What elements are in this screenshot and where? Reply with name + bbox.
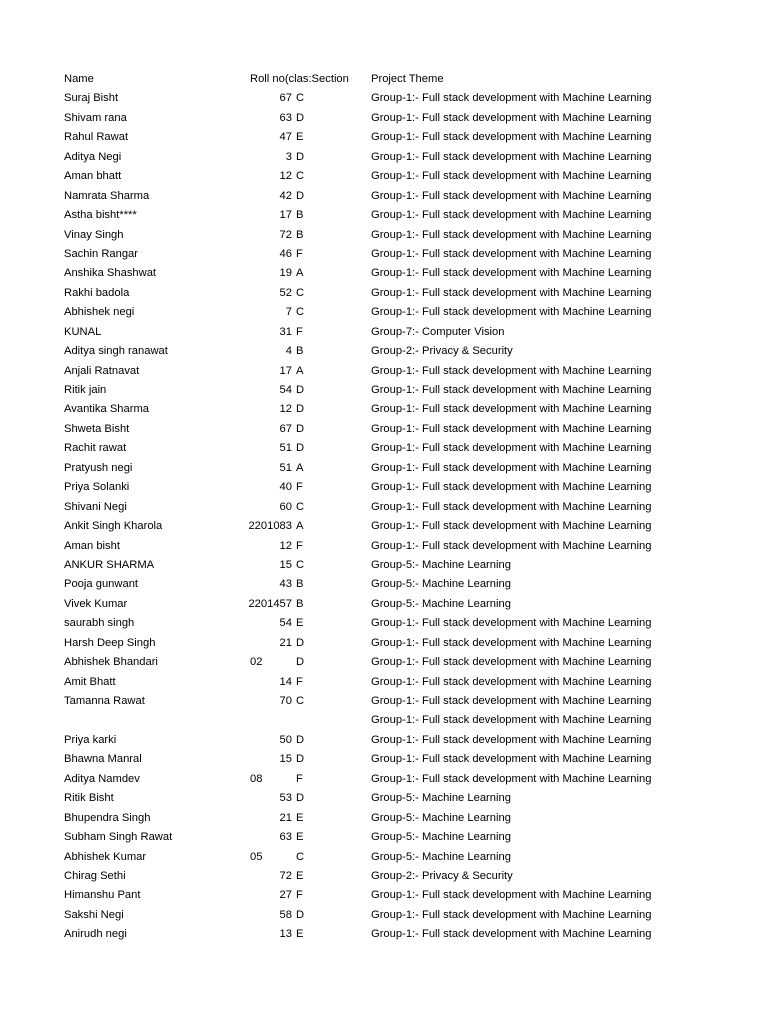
cell-project-theme: Group-1:- Full stack development with Machine Learning xyxy=(371,636,652,649)
table-row xyxy=(0,517,768,536)
cell-section: F xyxy=(296,325,303,338)
cell-project-theme: Group-1:- Full stack development with Machine Learning xyxy=(371,170,652,183)
cell-roll-no: 31 xyxy=(279,325,292,338)
table-row xyxy=(0,809,768,828)
cell-name: Priya Solanki xyxy=(64,481,130,494)
cell-name: Avantika Sharma xyxy=(64,403,149,416)
cell-roll-no: 12 xyxy=(279,170,292,183)
table-row xyxy=(0,459,768,478)
cell-project-theme: Group-1:- Full stack development with Machine Learning xyxy=(371,442,652,455)
table-body xyxy=(0,89,768,944)
cell-name: Anirudh negi xyxy=(64,928,127,941)
cell-section: E xyxy=(296,811,304,824)
cell-roll-no: 15 xyxy=(279,558,292,571)
cell-name: Amit Bhatt xyxy=(64,675,116,688)
cell-section: C xyxy=(296,286,305,299)
table-row xyxy=(0,711,768,730)
cell-project-theme: Group-5:- Machine Learning xyxy=(371,831,511,844)
cell-project-theme: Group-1:- Full stack development with Machine Learning xyxy=(371,267,652,280)
table-row xyxy=(0,867,768,886)
cell-name: Ankit Singh Kharola xyxy=(64,520,163,533)
cell-project-theme: Group-1:- Full stack development with Machine Learning xyxy=(371,500,652,513)
cell-section: F xyxy=(296,772,303,785)
cell-section: C xyxy=(296,170,305,183)
cell-roll-no: 42 xyxy=(279,189,292,202)
table-row xyxy=(0,167,768,186)
cell-section: E xyxy=(296,869,304,882)
table-row xyxy=(0,323,768,342)
cell-roll-no: 63 xyxy=(279,111,292,124)
cell-name: Abhishek Bhandari xyxy=(64,656,158,669)
table-row xyxy=(0,653,768,672)
table-row xyxy=(0,498,768,517)
cell-name: ANKUR SHARMA xyxy=(64,558,155,571)
cell-project-theme: Group-5:- Machine Learning xyxy=(371,811,511,824)
cell-roll-no: 72 xyxy=(279,228,292,241)
table-row xyxy=(0,400,768,419)
cell-section: A xyxy=(296,364,304,377)
cell-project-theme: Group-5:- Machine Learning xyxy=(371,558,511,571)
cell-name: Aditya singh ranawat xyxy=(64,345,168,358)
cell-name: Pooja gunwant xyxy=(64,578,139,591)
cell-section: E xyxy=(296,831,304,844)
cell-roll-no: 52 xyxy=(279,286,292,299)
cell-project-theme: Group-1:- Full stack development with Machine Learning xyxy=(371,228,652,241)
cell-project-theme: Group-2:- Privacy & Security xyxy=(371,345,513,358)
cell-project-theme: Group-1:- Full stack development with Machine Learning xyxy=(371,306,652,319)
cell-project-theme: Group-1:- Full stack development with Machine Learning xyxy=(371,189,652,202)
cell-roll-no: 17 xyxy=(279,364,292,377)
cell-section: D xyxy=(296,908,305,921)
table-row xyxy=(0,245,768,264)
cell-name: Abhishek negi xyxy=(64,306,135,319)
cell-name: Rachit rawat xyxy=(64,442,127,455)
cell-project-theme: Group-1:- Full stack development with Machine Learning xyxy=(371,209,652,222)
cell-section: F xyxy=(296,675,303,688)
cell-section: D xyxy=(296,403,305,416)
cell-name: Rahul Rawat xyxy=(64,131,129,144)
cell-name: Himanshu Pant xyxy=(64,889,141,902)
cell-section: D xyxy=(296,422,305,435)
cell-roll-no: 51 xyxy=(279,461,292,474)
cell-name: Aman bhatt xyxy=(64,170,122,183)
table-row xyxy=(0,381,768,400)
cell-name: Ritik Bisht xyxy=(64,792,114,805)
cell-section: D xyxy=(296,636,305,649)
cell-roll-no: 40 xyxy=(279,481,292,494)
cell-name: Sakshi Negi xyxy=(64,908,124,921)
cell-project-theme: Group-5:- Machine Learning xyxy=(371,597,511,610)
table-row xyxy=(0,886,768,905)
cell-roll-no: 12 xyxy=(279,403,292,416)
cell-project-theme: Group-1:- Full stack development with Machine Learning xyxy=(371,675,652,688)
cell-name: Rakhi badola xyxy=(64,286,130,299)
cell-roll-no: 3 xyxy=(285,150,292,163)
cell-roll-no: 50 xyxy=(279,733,292,746)
cell-section: D xyxy=(296,111,305,124)
cell-name: Chirag Sethi xyxy=(64,869,126,882)
cell-roll-no: 43 xyxy=(279,578,292,591)
table-row xyxy=(0,925,768,944)
table-row xyxy=(0,731,768,750)
table-row xyxy=(0,362,768,381)
cell-section: D xyxy=(296,150,305,163)
cell-roll-no: 12 xyxy=(279,539,292,552)
spreadsheet-table xyxy=(0,70,768,945)
table-row xyxy=(0,420,768,439)
cell-section: D xyxy=(296,753,305,766)
cell-roll-no: 21 xyxy=(279,811,292,824)
cell-roll-no: 70 xyxy=(279,695,292,707)
cell-name: Ritik jain xyxy=(64,384,107,396)
cell-project-theme: Group-1:- Full stack development with Machine Learning xyxy=(371,733,652,746)
cell-roll-no: 21 xyxy=(279,636,292,649)
cell-roll-no: 47 xyxy=(279,131,292,144)
cell-section: C xyxy=(296,92,305,105)
table-row xyxy=(0,575,768,594)
cell-section: D xyxy=(296,656,305,669)
cell-name: Astha bisht**** xyxy=(64,209,137,222)
cell-section: D xyxy=(296,442,305,455)
cell-section: D xyxy=(296,384,305,396)
cell-roll-no: 17 xyxy=(279,209,292,222)
cell-section: B xyxy=(296,345,304,358)
cell-section: D xyxy=(296,189,305,202)
cell-project-theme: Group-1:- Full stack development with Machine Learning xyxy=(371,928,652,941)
table-row xyxy=(0,556,768,575)
cell-name: Priya karki xyxy=(64,733,117,746)
table-row xyxy=(0,614,768,633)
cell-section: C xyxy=(296,558,305,571)
cell-name: Aman bisht xyxy=(64,539,120,552)
table-row xyxy=(0,692,768,711)
cell-name: Pratyush negi xyxy=(64,461,133,474)
cell-name: Tamanna Rawat xyxy=(64,695,145,707)
cell-project-theme: Group-7:- Computer Vision xyxy=(371,325,505,338)
table-row xyxy=(0,478,768,497)
cell-project-theme: Group-1:- Full stack development with Machine Learning xyxy=(371,150,652,163)
table-row xyxy=(0,906,768,925)
cell-project-theme: Group-1:- Full stack development with Machine Learning xyxy=(371,772,652,785)
table-row xyxy=(0,264,768,283)
table-row xyxy=(0,206,768,225)
cell-project-theme: Group-5:- Machine Learning xyxy=(371,792,511,805)
table-row xyxy=(0,770,768,789)
cell-name: Aditya Negi xyxy=(64,150,122,163)
cell-roll-no: 67 xyxy=(279,422,292,435)
table-row xyxy=(0,226,768,245)
cell-roll-no: 2201457 xyxy=(248,597,292,610)
cell-section: B xyxy=(296,597,304,610)
cell-roll-no: 46 xyxy=(279,247,292,260)
cell-roll-no: 51 xyxy=(279,442,292,455)
cell-roll-no: 14 xyxy=(279,675,292,688)
table-row xyxy=(0,634,768,653)
table-row xyxy=(0,109,768,128)
cell-section: E xyxy=(296,131,304,144)
table-row xyxy=(0,750,768,769)
cell-roll-no: 02 xyxy=(250,656,263,669)
cell-name: Aditya Namdev xyxy=(64,772,140,785)
cell-roll-no: 05 xyxy=(250,850,263,863)
cell-project-theme: Group-1:- Full stack development with Machine Learning xyxy=(371,714,652,727)
cell-section: A xyxy=(296,461,304,474)
cell-name: Abhishek Kumar xyxy=(64,850,147,863)
table-row xyxy=(0,148,768,167)
cell-project-theme: Group-1:- Full stack development with Machine Learning xyxy=(371,422,652,435)
cell-name: Shweta Bisht xyxy=(64,422,130,435)
cell-project-theme: Group-1:- Full stack development with Machine Learning xyxy=(371,908,652,921)
cell-project-theme: Group-1:- Full stack development with Machine Learning xyxy=(371,617,652,630)
cell-section: D xyxy=(296,733,305,746)
cell-roll-no: 7 xyxy=(285,306,292,319)
cell-name: Shivani Negi xyxy=(64,500,127,513)
cell-roll-no: 53 xyxy=(279,792,292,805)
cell-name: Harsh Deep Singh xyxy=(64,636,156,649)
cell-project-theme: Group-1:- Full stack development with Machine Learning xyxy=(371,481,652,494)
cell-section: C xyxy=(296,695,305,707)
cell-roll-no: 54 xyxy=(279,384,292,396)
table-row xyxy=(0,828,768,847)
cell-roll-no: 60 xyxy=(279,500,292,513)
table-row xyxy=(0,595,768,614)
cell-section: F xyxy=(296,481,303,494)
cell-section: F xyxy=(296,889,303,902)
cell-project-theme: Group-1:- Full stack development with Machine Learning xyxy=(371,695,652,707)
table-row xyxy=(0,187,768,206)
cell-section: A xyxy=(296,267,304,280)
table-row xyxy=(0,89,768,108)
cell-project-theme: Group-1:- Full stack development with Machine Learning xyxy=(371,247,652,260)
cell-name: Vivek Kumar xyxy=(64,597,128,610)
cell-project-theme: Group-1:- Full stack development with Machine Learning xyxy=(371,384,652,396)
cell-section: C xyxy=(296,500,305,513)
cell-roll-no: 13 xyxy=(279,928,292,941)
cell-section: E xyxy=(296,617,304,630)
cell-project-theme: Group-1:- Full stack development with Machine Learning xyxy=(371,403,652,416)
cell-name: Sachin Rangar xyxy=(64,247,139,260)
cell-section: F xyxy=(296,539,303,552)
cell-section: A xyxy=(296,520,304,533)
table-row xyxy=(0,848,768,867)
cell-roll-no: 72 xyxy=(279,869,292,882)
cell-section: C xyxy=(296,850,305,863)
table-row xyxy=(0,673,768,692)
cell-name: KUNAL xyxy=(64,325,102,338)
cell-project-theme: Group-1:- Full stack development with Machine Learning xyxy=(371,461,652,474)
cell-section: B xyxy=(296,578,304,591)
table-row xyxy=(0,303,768,322)
cell-project-theme: Group-1:- Full stack development with Machine Learning xyxy=(371,753,652,766)
cell-name: Shivam rana xyxy=(64,111,127,124)
table-row xyxy=(0,789,768,808)
cell-roll-no: 15 xyxy=(279,753,292,766)
table-row xyxy=(0,128,768,147)
cell-project-theme: Group-5:- Machine Learning xyxy=(371,578,511,591)
cell-name: Subham Singh Rawat xyxy=(64,831,173,844)
cell-name: saurabh singh xyxy=(64,617,135,630)
cell-name: Anshika Shashwat xyxy=(64,267,157,280)
table-row xyxy=(0,439,768,458)
cell-name: Anjali Ratnavat xyxy=(64,364,140,377)
cell-project-theme: Group-1:- Full stack development with Machine Learning xyxy=(371,539,652,552)
table-row xyxy=(0,537,768,556)
cell-section: C xyxy=(296,306,305,319)
cell-project-theme: Group-1:- Full stack development with Machine Learning xyxy=(371,111,652,124)
table-row xyxy=(0,342,768,361)
cell-roll-no: 63 xyxy=(279,831,292,844)
cell-name: Bhawna Manral xyxy=(64,753,142,766)
header-row xyxy=(0,70,768,89)
cell-roll-no: 08 xyxy=(250,772,263,785)
cell-project-theme: Group-1:- Full stack development with Machine Learning xyxy=(371,131,652,144)
cell-roll-no: 67 xyxy=(279,92,292,105)
cell-project-theme: Group-1:- Full stack development with Machine Learning xyxy=(371,92,652,105)
cell-section: F xyxy=(296,247,303,260)
cell-roll-no: 58 xyxy=(279,908,292,921)
column-header-name: Name xyxy=(64,73,94,85)
cell-roll-no: 2201083 xyxy=(248,520,292,533)
cell-roll-no: 27 xyxy=(279,889,292,902)
cell-project-theme: Group-2:- Privacy & Security xyxy=(371,869,513,882)
cell-name: Bhupendra Singh xyxy=(64,811,151,824)
cell-roll-no: 4 xyxy=(285,345,292,358)
cell-section: B xyxy=(296,228,304,241)
cell-project-theme: Group-1:- Full stack development with Machine Learning xyxy=(371,364,652,377)
column-header-project-theme: Project Theme xyxy=(371,73,444,85)
cell-section: D xyxy=(296,792,305,805)
cell-project-theme: Group-1:- Full stack development with Machine Learning xyxy=(371,520,652,533)
cell-project-theme: Group-5:- Machine Learning xyxy=(371,850,511,863)
cell-project-theme: Group-1:- Full stack development with Machine Learning xyxy=(371,656,652,669)
cell-project-theme: Group-1:- Full stack development with Machine Learning xyxy=(371,889,652,902)
column-header-roll-section: Roll no(clas:Section xyxy=(250,73,349,85)
cell-name: Vinay Singh xyxy=(64,228,124,241)
cell-roll-no: 54 xyxy=(279,617,292,630)
cell-section: B xyxy=(296,209,304,222)
cell-section: E xyxy=(296,928,304,941)
cell-project-theme: Group-1:- Full stack development with Machine Learning xyxy=(371,286,652,299)
cell-roll-no: 19 xyxy=(279,267,292,280)
cell-name: Namrata Sharma xyxy=(64,189,150,202)
cell-name: Suraj Bisht xyxy=(64,92,119,105)
table-row xyxy=(0,284,768,303)
